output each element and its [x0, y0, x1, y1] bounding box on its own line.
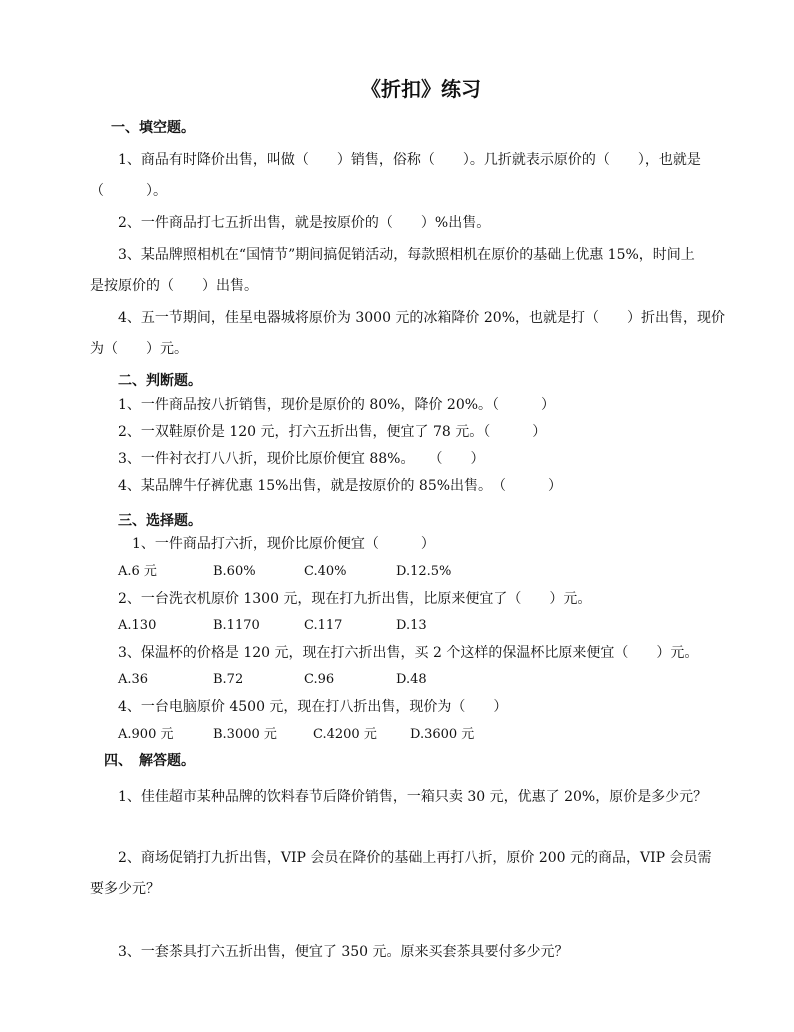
- fill-blank-q3-line2: 是按原价的（ ）出售。: [90, 278, 258, 294]
- choice-q2-option-b: B.1170: [213, 618, 260, 633]
- choice-q1: 1、一件商品打六折，现价比原价便宜（ ）: [132, 536, 435, 552]
- fill-blank-q1-line2: （ ）。: [90, 183, 167, 199]
- word-problem-q1: 1、佳佳超市某种品牌的饮料春节后降价销售，一箱只卖 30 元，优惠了 20%，原价是多少元？: [118, 789, 708, 805]
- true-false-q2: 2、一双鞋原价是 120 元，打六五折出售，便宜了 78 元。（ ）: [118, 424, 547, 440]
- fill-blank-q3-line1: 3、某品牌照相机在“国情节”期间搞促销活动，每款照相机在原价的基础上优惠 15%，时间上: [118, 247, 695, 263]
- choice-q3-option-c: C.96: [304, 672, 335, 687]
- choice-q1-option-b: B.60%: [213, 564, 256, 579]
- word-problem-q2-line2: 要多少元？: [90, 881, 160, 897]
- true-false-q4: 4、某品牌牛仔裤优惠 15%出售，就是按原价的 85%出售。 （ ）: [118, 478, 563, 494]
- word-problem-q2-line1: 2、商场促销打九折出售，VIP 会员在降价的基础上再打八折，原价 200 元的商品，VIP 会员需: [118, 850, 712, 866]
- page-title: 《折扣》练习: [361, 77, 481, 101]
- true-false-q3: 3、一件衬衣打八八折，现价比原价便宜 88%。 （ ）: [118, 451, 485, 467]
- choice-q3: 3、保温杯的价格是 120 元，现在打六折出售，买 2 个这样的保温杯比原来便宜（ ）元。: [118, 645, 699, 661]
- choice-q3-option-a: A.36: [118, 672, 149, 687]
- section-4-heading: 四、 解答题。: [104, 753, 195, 769]
- choice-q4-option-c: C.4200 元: [313, 727, 377, 742]
- section-2-heading: 二、判断题。: [118, 373, 202, 389]
- choice-q1-option-d: D.12.5%: [396, 564, 452, 579]
- fill-blank-q2: 2、一件商品打七五折出售，就是按原价的（ ）%出售。: [118, 215, 491, 231]
- choice-q3-option-b: B.72: [213, 672, 244, 687]
- true-false-q1: 1、一件商品按八折销售，现价是原价的 80%，降价 20%。（ ）: [118, 397, 556, 413]
- choice-q4-option-d: D.3600 元: [410, 727, 475, 742]
- choice-q2-option-a: A.130: [118, 618, 157, 633]
- fill-blank-q4-line1: 4、五一节期间，佳星电器城将原价为 3000 元的冰箱降价 20%，也就是打（ ）折出售，现价: [118, 310, 726, 326]
- choice-q3-option-d: D.48: [396, 672, 427, 687]
- fill-blank-q1-line1: 1、商品有时降价出售，叫做（ ）销售，俗称（ ）。几折就表示原价的（ ），也就是: [118, 152, 701, 168]
- word-problem-q3: 3、一套茶具打六五折出售，便宜了 350 元。原来买套茶具要付多少元？: [118, 944, 569, 960]
- choice-q2-option-c: C.117: [304, 618, 343, 633]
- choice-q4-option-b: B.3000 元: [213, 727, 277, 742]
- choice-q1-option-a: A.6 元: [118, 564, 157, 579]
- fill-blank-q4-line2: 为（ ）元。: [90, 341, 188, 357]
- section-3-heading: 三、选择题。: [118, 513, 202, 529]
- section-1-heading: 一、填空题。: [111, 120, 195, 136]
- choice-q2-option-d: D.13: [396, 618, 427, 633]
- choice-q2: 2、一台洗衣机原价 1300 元，现在打九折出售，比原来便宜了（ ）元。: [118, 591, 592, 607]
- choice-q4: 4、一台电脑原价 4500 元，现在打八折出售，现价为（ ）: [118, 699, 508, 715]
- choice-q1-option-c: C.40%: [304, 564, 347, 579]
- choice-q4-option-a: A.900 元: [118, 727, 174, 742]
